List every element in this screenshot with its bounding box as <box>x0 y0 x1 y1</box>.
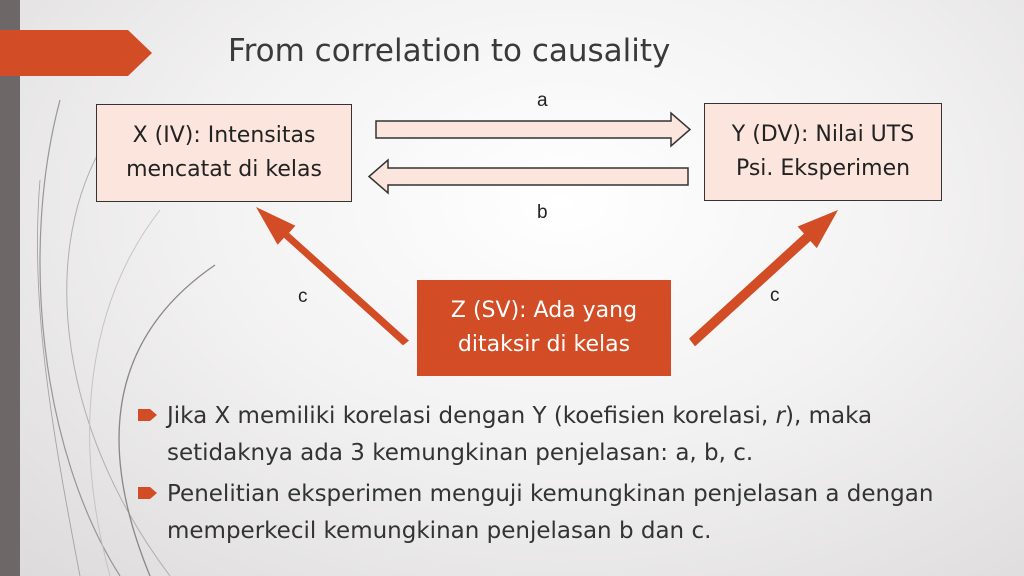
arrow-b <box>369 160 688 193</box>
label-a: a <box>537 90 548 111</box>
x-box-line2: mencatat di kelas <box>126 157 322 182</box>
z-variable-box <box>417 280 671 376</box>
arrow-a <box>376 113 690 146</box>
y-box-line2: Psi. Eksperimen <box>735 156 911 181</box>
bullet-1-italic-r: r <box>775 403 786 429</box>
bullet-list <box>138 398 998 554</box>
arrow-c-right <box>689 210 838 346</box>
bullet-arrow-icon <box>138 486 158 500</box>
x-box-line1: X (IV): Intensitas <box>132 123 316 148</box>
bullet-item-1 <box>138 398 998 472</box>
bullet-item-2 <box>138 476 998 550</box>
bullet-arrow-icon <box>138 408 158 422</box>
z-box-line2: ditaksir di kelas <box>457 332 631 357</box>
label-c-left: c <box>298 286 308 307</box>
x-variable-box <box>96 104 352 202</box>
y-box-line1: Y (DV): Nilai UTS <box>731 122 915 147</box>
bullet-1-text-before: Jika X memiliki korelasi dengan Y (koefisien korelasi, <box>167 403 776 429</box>
slide-title: From correlation to causality <box>228 33 671 69</box>
z-box-line1: Z (SV): Ada yang <box>450 298 638 323</box>
bullet-2-text: Penelitian eksperimen menguji kemungkinan penjelasan a dengan memperkecil kemungkinan penjelasan b dan c. <box>167 481 934 544</box>
bullet-1-text-after: ), maka setidaknya ada 3 kemungkinan penjelasan: a, b, c. <box>167 403 873 466</box>
label-c-right: c <box>770 285 780 306</box>
arrow-c-left <box>256 207 409 345</box>
y-variable-box <box>704 103 942 201</box>
label-b: b <box>537 202 548 223</box>
